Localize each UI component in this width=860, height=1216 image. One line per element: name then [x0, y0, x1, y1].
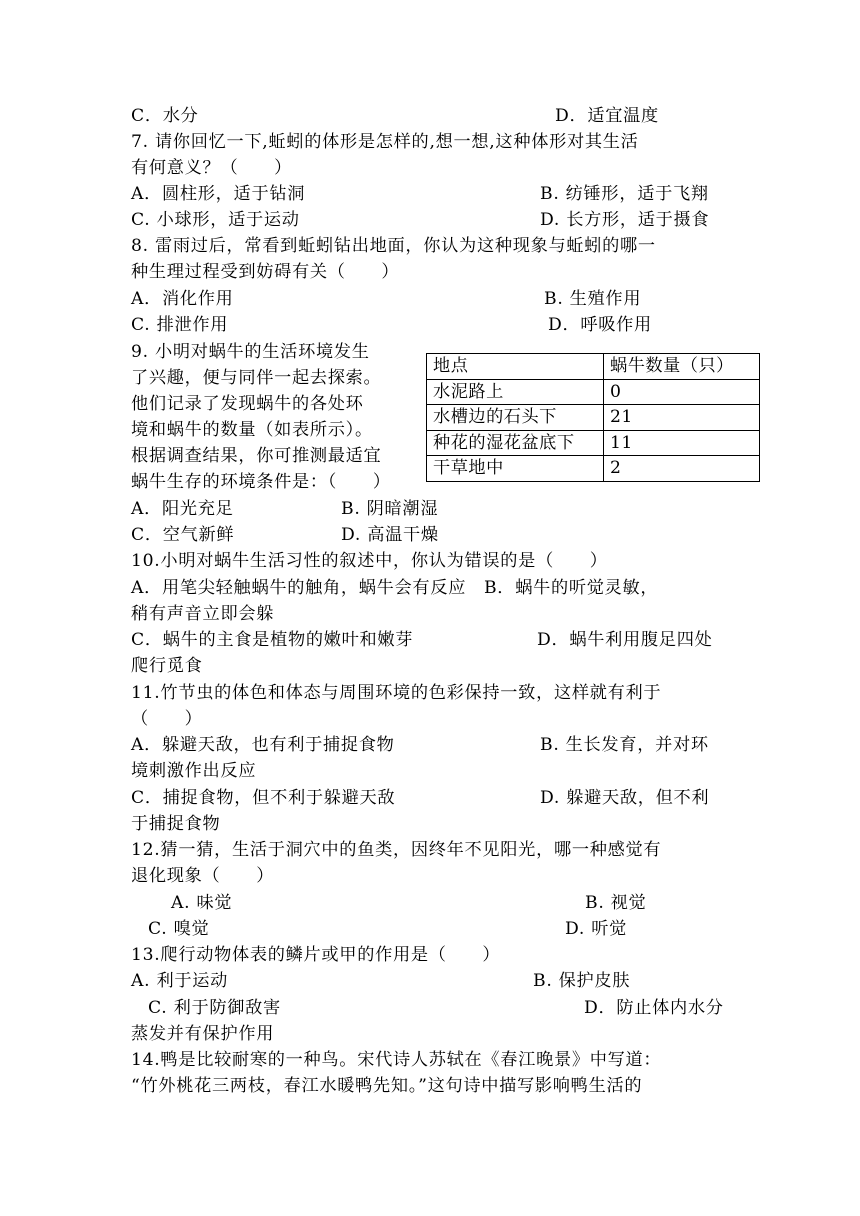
q12-option-d: D. 听觉	[565, 919, 627, 939]
q7-stem-2: 有何意义？（ ）	[131, 158, 292, 178]
q10-option-d: D．蜗牛利用腹足四处	[537, 630, 713, 650]
q11-option-d: D. 躲避天敌，但不利	[540, 788, 710, 808]
q13-option-a: A. 利于运动	[131, 971, 228, 991]
q12-stem-1: 12.猜一猜，生活于洞穴中的鱼类，因终年不见阳光，哪一种感觉有	[131, 840, 662, 860]
table-cell-location: 水槽边的石头下	[427, 405, 604, 431]
q10-option-b-cont: 稍有声音立即会躲	[131, 604, 275, 624]
q6-option-d: D．适宜温度	[555, 106, 659, 126]
q6-option-c: C．水分	[131, 106, 199, 126]
q7-option-b: B. 纺锤形，适于飞翔	[540, 184, 709, 204]
table-row	[427, 430, 760, 456]
q12-option-c: C. 嗅觉	[148, 919, 210, 939]
q9-stem-1: 9. 小明对蜗牛的生活环境发生	[131, 342, 370, 362]
q9-stem-2: 了兴趣，便与同伴一起去探索。	[131, 368, 382, 388]
q9-option-d: D. 高温干燥	[341, 525, 439, 545]
q13-option-d: D．防止体内水分	[584, 998, 724, 1018]
table-cell-location: 种花的湿花盆底下	[427, 430, 604, 456]
q8-option-d: D．呼吸作用	[548, 315, 652, 335]
table-header-cell: 蜗牛数量（只）	[604, 354, 760, 380]
q8-option-c: C. 排泄作用	[131, 315, 229, 335]
table-row	[427, 379, 760, 405]
q11-option-d-cont: 于捕捉食物	[131, 814, 221, 834]
q13-option-c: C. 利于防御敌害	[148, 998, 281, 1018]
table-cell-location: 水泥路上	[427, 379, 604, 405]
q10-option-d-cont: 爬行觅食	[131, 656, 203, 676]
q13-option-d-cont: 蒸发并有保护作用	[131, 1024, 275, 1044]
q11-stem-2: （ ）	[131, 709, 203, 729]
q9-option-c: C．空气新鲜	[131, 525, 235, 545]
q11-option-c: C．捕捉食物，但不利于躲避天敌	[131, 788, 396, 808]
q9-option-a: A．阳光充足	[131, 499, 234, 519]
snail-survey-table	[426, 353, 760, 482]
table-cell-count: 21	[604, 405, 760, 431]
q11-option-a: A．躲避天敌，也有利于捕捉食物	[131, 735, 395, 755]
q11-option-b: B. 生长发育，并对环	[540, 735, 709, 755]
table-row	[427, 405, 760, 431]
q8-stem-2: 种生理过程受到妨碍有关（ ）	[131, 262, 400, 282]
q9-stem-5: 根据调查结果，你可推测最适宜	[131, 446, 382, 466]
q10-stem: 10.小明对蜗牛生活习性的叙述中，你认为错误的是（ ）	[131, 551, 608, 571]
q9-option-b: B. 阴暗潮湿	[341, 499, 439, 519]
q8-option-a: A．消化作用	[131, 289, 234, 309]
q9-stem-6: 蜗牛生存的环境条件是：（ ）	[131, 472, 391, 492]
q13-stem: 13.爬行动物体表的鳞片或甲的作用是（ ）	[131, 945, 501, 965]
q10-option-c: C．蜗牛的主食是植物的嫩叶和嫩芽	[131, 630, 414, 650]
q12-option-b: B. 视觉	[585, 893, 647, 913]
table-header-row	[427, 354, 760, 380]
q12-option-a: A. 味觉	[171, 893, 233, 913]
q11-stem-1: 11.竹节虫的体色和体态与周围环境的色彩保持一致，这样就有利于	[131, 683, 662, 703]
q9-stem-3: 他们记录了发现蜗牛的各处环	[131, 394, 364, 414]
table-header-cell: 地点	[427, 354, 604, 380]
q10-options-ab: A．用笔尖轻触蜗牛的触角，蜗牛会有反应 B．蜗牛的听觉灵敏，	[131, 578, 659, 598]
q7-option-a: A．圆柱形，适于钻洞	[131, 184, 306, 204]
q7-stem-1: 7. 请你回忆一下,蚯蚓的体形是怎样的,想一想,这种体形对其生活	[131, 132, 639, 152]
q11-option-b-cont: 境刺激作出反应	[131, 761, 257, 781]
q7-option-c: C. 小球形，适于运动	[131, 210, 300, 230]
q13-option-b: B. 保护皮肤	[533, 971, 631, 991]
q7-option-d: D. 长方形，适于摄食	[540, 210, 710, 230]
q9-stem-4: 境和蜗牛的数量（如表所示）。	[131, 420, 373, 440]
q8-option-b: B. 生殖作用	[544, 289, 642, 309]
q12-stem-2: 退化现象（ ）	[131, 866, 275, 886]
q8-stem-1: 8. 雷雨过后，常看到蚯蚓钻出地面，你认为这种现象与蚯蚓的哪一	[131, 236, 656, 256]
table-row	[427, 456, 760, 482]
q14-stem-1: 14.鸭是比较耐寒的一种鸟。宋代诗人苏轼在《春江晚景》中写道：	[131, 1050, 662, 1070]
table-cell-count: 0	[604, 379, 760, 405]
table-cell-count: 11	[604, 430, 760, 456]
q14-stem-2: “竹外桃花三两枝，春江水暖鸭先知。”这句诗中描写影响鸭生活的	[131, 1076, 643, 1096]
table-cell-count: 2	[604, 456, 760, 482]
table-cell-location: 干草地中	[427, 456, 604, 482]
